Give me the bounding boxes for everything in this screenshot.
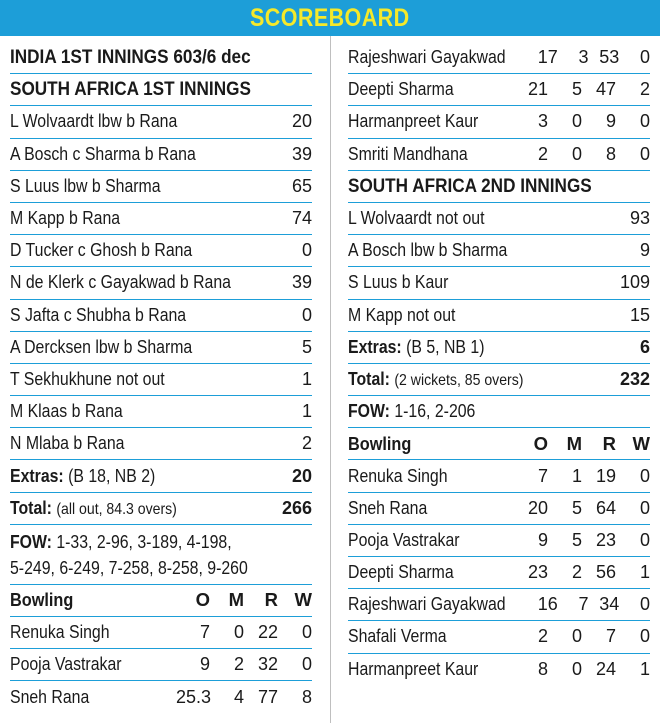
batting-row: L Wolvaardt not out 93 (348, 203, 650, 235)
fall-of-wickets: FOW: 1-33, 2-96, 3-189, 4-198, 5-249, 6-249, 7-258, 8-258, 9-260 (10, 525, 312, 585)
bowling-row: Sneh Rana 20 5 64 0 (348, 493, 650, 525)
extras-row: Extras: (B 5, NB 1) 6 (348, 332, 650, 364)
batting-row: M Kapp b Rana 74 (10, 203, 312, 235)
scoreboard-banner (0, 0, 660, 36)
batting-row: A Bosch c Sharma b Rana 39 (10, 139, 312, 171)
bowling-row: Deepti Sharma 23 2 56 1 (348, 557, 650, 589)
batting-row: A Dercksen lbw b Sharma 5 (10, 332, 312, 364)
batting-row: D Tucker c Ghosh b Rana 0 (10, 235, 312, 267)
bowling-row: Pooja Vastrakar 9 2 32 0 (10, 649, 312, 681)
sa-second-innings-batting (348, 203, 650, 332)
batting-row: N de Klerk c Gayakwad b Rana 39 (10, 267, 312, 299)
batting-row: M Klaas b Rana 1 (10, 396, 312, 428)
bowling-header: Bowling O M R W (10, 585, 312, 617)
bowling-row: Rajeshwari Gayakwad 16 7 34 0 (348, 589, 650, 621)
bowling-row: Harmanpreet Kaur 3 0 9 0 (348, 106, 650, 138)
bowling-row: Smriti Mandhana 2 0 8 0 (348, 139, 650, 171)
scoreboard-columns (0, 36, 660, 714)
bowling-header: Bowling O M R W (348, 428, 650, 460)
total-row: Total: (2 wickets, 85 overs) 232 (348, 364, 650, 396)
batting-row: N Mlaba b Rana 2 (10, 428, 312, 460)
right-column (330, 36, 660, 714)
column-divider (330, 36, 331, 723)
bowling-row: Renuka Singh 7 0 22 0 (10, 617, 312, 649)
sa-first-innings-bowling-continued (348, 42, 650, 171)
batting-row: M Kapp not out 15 (348, 300, 650, 332)
bowling-row: Sneh Rana 25.3 4 77 8 (10, 686, 312, 707)
batting-row: L Wolvaardt lbw b Rana 20 (10, 106, 312, 138)
bowling-row: Harmanpreet Kaur 8 0 24 1 (348, 659, 650, 680)
left-column (0, 36, 330, 714)
fall-of-wickets: FOW: 1-16, 2-206 (348, 396, 650, 428)
bowling-row: Deepti Sharma 21 5 47 2 (348, 74, 650, 106)
batting-row: S Luus b Kaur 109 (348, 267, 650, 299)
extras-row: Extras: (B 18, NB 2) 20 (10, 460, 312, 492)
batting-row: A Bosch lbw b Sharma 9 (348, 235, 650, 267)
total-row: Total: (all out, 84.3 overs) 266 (10, 493, 312, 525)
bowling-row: Rajeshwari Gayakwad 17 3 53 0 (348, 42, 650, 74)
batting-row: T Sekhukhune not out 1 (10, 364, 312, 396)
batting-row: S Jafta c Shubha b Rana 0 (10, 300, 312, 332)
bowling-row: Renuka Singh 7 1 19 0 (348, 460, 650, 492)
bowling-row: Shafali Verma 2 0 7 0 (348, 621, 650, 653)
banner-title: SCOREBOARD (250, 3, 410, 32)
bowling-row: Pooja Vastrakar 9 5 23 0 (348, 525, 650, 557)
sa-first-innings-heading: SOUTH AFRICA 1ST INNINGS (10, 74, 312, 106)
batting-row: S Luus lbw b Sharma 65 (10, 171, 312, 203)
sa-first-innings-batting (10, 106, 312, 460)
india-innings-heading: INDIA 1ST INNINGS 603/6 dec (10, 42, 312, 74)
sa-second-innings-heading: SOUTH AFRICA 2ND INNINGS (348, 171, 650, 203)
